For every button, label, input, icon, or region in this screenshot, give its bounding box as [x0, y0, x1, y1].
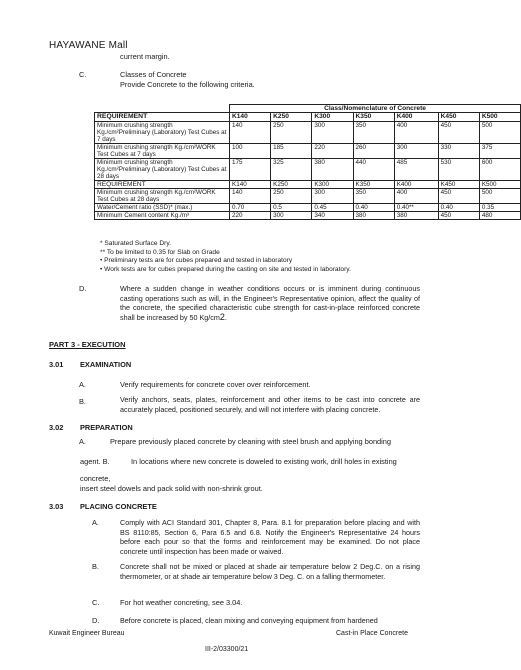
part-3-heading: PART 3 - EXECUTION — [49, 340, 126, 349]
table-cell: 440 — [353, 159, 394, 181]
table-notes — [100, 240, 351, 275]
grade-header: K140 — [230, 113, 271, 122]
s302-title: PREPARATION — [80, 423, 133, 432]
table-row — [95, 204, 521, 212]
class-heading: Class/Nomenclature of Concrete — [230, 105, 521, 113]
table-cell: 300 — [312, 122, 353, 144]
s303-number: 3.03 — [49, 502, 64, 511]
table-row — [95, 122, 521, 144]
table-cell: 0.35 — [479, 204, 520, 212]
table-cell: 500 — [479, 189, 520, 204]
s301-a-text: Verify requirements for concrete cover over reinforcement. — [120, 380, 311, 389]
requirement-heading: REQUIREMENT — [95, 113, 230, 122]
grade-header: K400 — [394, 113, 438, 122]
table-cell: 0.70 — [230, 204, 271, 212]
section-c-letter: C. — [79, 70, 87, 79]
table-cell: 0.40 — [353, 204, 394, 212]
s301-b-letter: B. — [79, 397, 86, 406]
s303-b-letter: B. — [92, 562, 99, 571]
superscript: 2 — [219, 311, 225, 322]
table-cell: K350 — [353, 181, 394, 189]
table-cell: K300 — [312, 181, 353, 189]
table-cell: K450 — [438, 181, 479, 189]
grade-header: K350 — [353, 113, 394, 122]
grade-header: K500 — [479, 113, 520, 122]
s303-b-text: Concrete shall not be mixed or placed at shade air temperature below 2 Deg.C. on a rising thermometer, or at shade air temperature below 3 Deg. C. on a falling thermometer. — [120, 562, 420, 581]
table-cell: K400 — [394, 181, 438, 189]
note-ssd: * Saturated Surface Dry. — [100, 240, 171, 247]
grade-header: K450 — [438, 113, 479, 122]
table-cell: 400 — [394, 122, 438, 144]
s302-number: 3.02 — [49, 423, 64, 432]
s301-a-letter: A. — [79, 380, 86, 389]
s302-b-prefix: agent. B. — [80, 457, 110, 466]
s301-title: EXAMINATION — [80, 360, 132, 369]
table-cell: 350 — [353, 189, 394, 204]
table-cell: 220 — [230, 212, 271, 220]
table-cell: 485 — [394, 159, 438, 181]
table-cell: 185 — [271, 144, 312, 159]
section-c-intro: Provide Concrete to the following criteria. — [120, 80, 255, 89]
s303-a-text: Comply with ACI Standard 301, Chapter 8, Para. 8.1 for preparation before placing and with BS 8110:85, Section 6, Para 6.5 and 6.8. Notify the Engineer's Representative 24 hours before each pour so that the forms and reinforcement may be examined. Do not place concrete until inspection has been made or waived. — [120, 518, 420, 556]
table-cell: 100 — [230, 144, 271, 159]
top-text: current margin. — [120, 52, 170, 61]
concrete-classes-table — [94, 104, 521, 220]
section-c-title: Classes of Concrete — [120, 70, 187, 79]
table-cell: 0.40 — [438, 204, 479, 212]
s303-c-letter: C. — [92, 598, 100, 607]
table-cell: 530 — [438, 159, 479, 181]
note-work-tests: • Work tests are for cubes prepared during the casting on site and tested in laboratory. — [100, 266, 351, 274]
table-cell: 260 — [353, 144, 394, 159]
table-cell: 0.5 — [271, 204, 312, 212]
footer-left: Kuwait Engineer Bureau — [49, 630, 125, 637]
note-slab-limit: ** To be limited to 0.35 for Slab on Grade — [100, 248, 220, 256]
grade-header: K250 — [271, 113, 312, 122]
s302-b-text: In locations where new concrete is doweled to existing work, drill holes in existing — [131, 457, 397, 466]
s301-number: 3.01 — [49, 360, 64, 369]
table-row — [95, 212, 521, 220]
table-cell: 600 — [479, 159, 520, 181]
table-cell: 450 — [438, 212, 479, 220]
s302-b-line3: insert steel dowels and pack solid with non-shrink grout. — [80, 484, 263, 493]
table-cell: 250 — [271, 122, 312, 144]
table-cell: 140 — [230, 189, 271, 204]
requirement-label: Minimum Cement content Kg./m³ — [95, 212, 230, 220]
note-preliminary: • Preliminary tests are for cubes prepared and tested in laboratory — [100, 257, 293, 265]
table-cell: 325 — [271, 159, 312, 181]
table-cell: 500 — [479, 122, 520, 144]
table-cell: 380 — [312, 159, 353, 181]
table-row — [95, 144, 521, 159]
table-cell: K500 — [479, 181, 520, 189]
table-cell: 0.45 — [312, 204, 353, 212]
table-cell: K250 — [271, 181, 312, 189]
table-cell: 250 — [271, 189, 312, 204]
table-cell: 350 — [353, 122, 394, 144]
table-cell: K140 — [230, 181, 271, 189]
table-row — [95, 189, 521, 204]
table-cell: 330 — [438, 144, 479, 159]
table-row — [95, 181, 521, 189]
s303-c-text: For hot weather concreting, see 3.04. — [120, 598, 243, 607]
section-d-letter: D. — [79, 284, 87, 293]
section-d-text: Where a sudden change in weather conditions occurs or is imminent during continuous casting operations such as will, in the Engineer's Representative opinion, affect the quality of the concrete, the specified characteristic cube strength for cast-in-place reinforced concrete shall be increased by 50 Kg/cm2. — [120, 284, 420, 322]
table-row — [95, 159, 521, 181]
table-cell: 140 — [230, 122, 271, 144]
requirement-label: Minimum crushing strength Kg./cm²Preliminary (Laboratory) Test Cubes at 28 days — [95, 159, 230, 181]
requirement-label: REQUIREMENT — [95, 181, 230, 189]
table-cell: 450 — [438, 189, 479, 204]
requirement-label: Minimum crushing strength Kg./cm²WORK Test Cubes at 7 days — [95, 144, 230, 159]
table-corner-cell — [95, 105, 230, 113]
table-cell: 175 — [230, 159, 271, 181]
s302-b-line2: concrete, — [80, 474, 111, 483]
s302-a-letter: A. — [79, 437, 86, 446]
table-cell: 375 — [479, 144, 520, 159]
document-header-title: HAYAWANE Mall — [49, 40, 128, 51]
footer-right: Cast-in Place Concrete — [336, 630, 408, 637]
grade-header: K300 — [312, 113, 353, 122]
table-cell: 300 — [394, 144, 438, 159]
table-cell: 480 — [479, 212, 520, 220]
table-cell: 380 — [353, 212, 394, 220]
s301-b-text: Verify anchors, seats, plates, reinforcement and other items to be cast into concrete are accurately placed, positioned securely, and will not interfere with placing concrete. — [120, 395, 420, 414]
requirement-label: Minimum crushing strength Kg./cm²Preliminary (Laboratory) Test Cubes at 7 days — [95, 122, 230, 144]
s303-d-text: Before concrete is placed, clean mixing and conveying equipment from hardened — [120, 616, 378, 625]
s303-d-letter: D. — [92, 616, 100, 625]
footer-page-code: III-2/03300/21 — [205, 646, 249, 653]
table-cell: 340 — [312, 212, 353, 220]
table-cell: 450 — [438, 122, 479, 144]
requirement-label: Water/Cement ratio (SSD)* (max.) — [95, 204, 230, 212]
table-cell: 0.40** — [394, 204, 438, 212]
table-cell: 220 — [312, 144, 353, 159]
table-cell: 300 — [312, 189, 353, 204]
s303-a-letter: A. — [92, 518, 99, 527]
table-cell: 400 — [394, 189, 438, 204]
table-cell: 380 — [394, 212, 438, 220]
requirement-label: Minimum crushing strength Kg./cm²WORK Test Cubes at 28 days — [95, 189, 230, 204]
table-cell: 300 — [271, 212, 312, 220]
s303-title: PLACING CONCRETE — [80, 502, 157, 511]
s302-a-text: Prepare previously placed concrete by cleaning with steel brush and applying bonding — [110, 437, 392, 446]
